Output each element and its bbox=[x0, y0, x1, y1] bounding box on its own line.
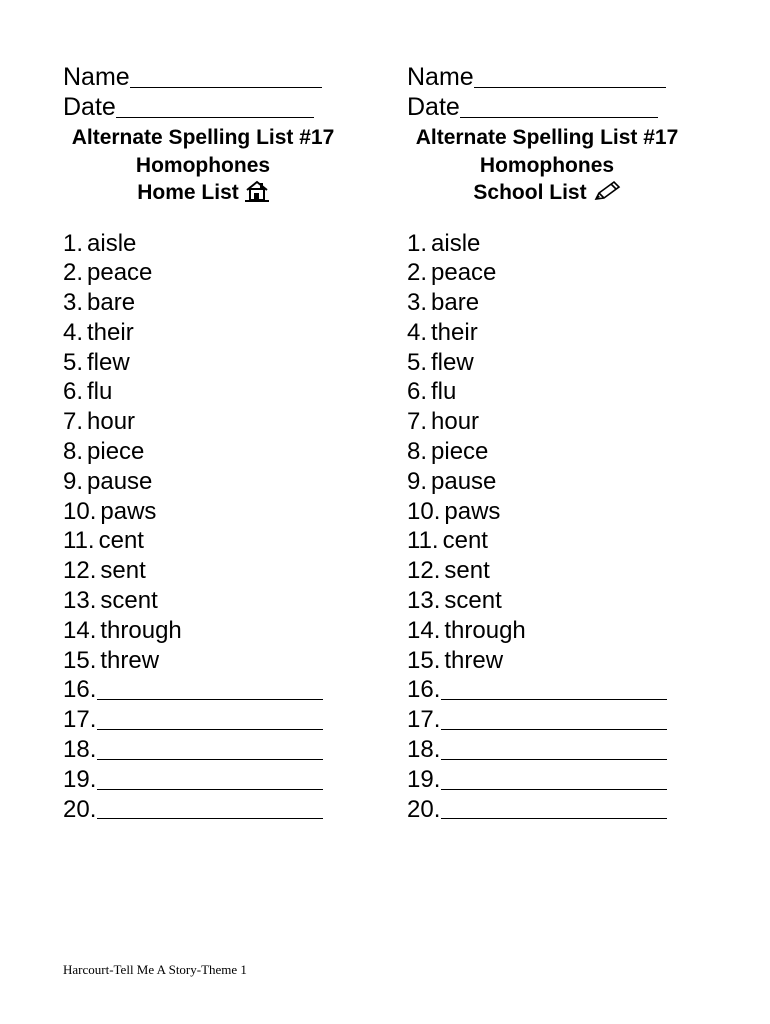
word-text: peace bbox=[87, 259, 153, 287]
word-number: 15. bbox=[63, 646, 97, 674]
word-item bbox=[63, 437, 363, 467]
blank-line[interactable] bbox=[97, 739, 323, 760]
word-number: 8. bbox=[407, 438, 428, 466]
word-item bbox=[407, 646, 707, 676]
word-item bbox=[63, 407, 363, 437]
word-number: 3. bbox=[63, 289, 84, 317]
blank-line[interactable] bbox=[441, 679, 667, 700]
list-type-label: School List bbox=[473, 181, 587, 204]
word-number: 2. bbox=[63, 259, 84, 287]
word-item bbox=[407, 318, 707, 348]
word-item bbox=[407, 229, 707, 259]
word-number: 4. bbox=[63, 318, 84, 346]
word-text: their bbox=[431, 318, 478, 346]
word-number: 4. bbox=[407, 318, 428, 346]
word-number: 10. bbox=[407, 497, 441, 525]
blank-number: 16. bbox=[63, 676, 97, 704]
word-number: 14. bbox=[63, 616, 97, 644]
blank-line[interactable] bbox=[441, 739, 667, 760]
name-line[interactable] bbox=[130, 65, 322, 88]
house-icon bbox=[245, 180, 269, 210]
blank-number: 19. bbox=[63, 765, 97, 793]
blank-number: 17. bbox=[407, 706, 441, 734]
word-number: 11. bbox=[63, 527, 95, 555]
word-number: 15. bbox=[407, 646, 441, 674]
word-item bbox=[407, 556, 707, 586]
word-item bbox=[63, 497, 363, 527]
date-line[interactable] bbox=[460, 95, 658, 118]
date-field[interactable] bbox=[63, 92, 363, 122]
word-number: 6. bbox=[407, 378, 428, 406]
list-type-label: Home List bbox=[137, 181, 239, 204]
blank-line[interactable] bbox=[97, 798, 323, 819]
word-number: 5. bbox=[63, 348, 84, 376]
word-item bbox=[407, 586, 707, 616]
word-item bbox=[63, 646, 363, 676]
list-subtitle: Homophones bbox=[135, 153, 271, 177]
word-list bbox=[407, 229, 707, 825]
blank-item[interactable] bbox=[407, 705, 707, 735]
word-text: paws bbox=[444, 497, 501, 525]
word-text: their bbox=[87, 318, 134, 346]
name-line[interactable] bbox=[474, 65, 666, 88]
home-list-column bbox=[63, 62, 363, 824]
blank-item[interactable] bbox=[63, 765, 363, 795]
word-text: sent bbox=[444, 557, 490, 585]
date-label: Date bbox=[63, 93, 116, 121]
word-item bbox=[63, 467, 363, 497]
word-text: flew bbox=[87, 348, 130, 376]
blank-item[interactable] bbox=[407, 795, 707, 825]
word-item bbox=[407, 467, 707, 497]
blank-line[interactable] bbox=[97, 709, 323, 730]
word-item bbox=[63, 616, 363, 646]
word-number: 1. bbox=[407, 229, 428, 257]
word-text: sent bbox=[100, 557, 146, 585]
word-text: pause bbox=[431, 467, 497, 495]
list-heading bbox=[397, 124, 697, 210]
word-item bbox=[63, 318, 363, 348]
blank-item[interactable] bbox=[63, 795, 363, 825]
word-text: scent bbox=[100, 587, 158, 615]
word-number: 2. bbox=[407, 259, 428, 287]
date-label: Date bbox=[407, 93, 460, 121]
word-text: threw bbox=[444, 646, 504, 674]
blank-line[interactable] bbox=[441, 798, 667, 819]
list-type bbox=[397, 179, 697, 210]
word-number: 9. bbox=[63, 467, 84, 495]
word-item bbox=[63, 288, 363, 318]
word-text: aisle bbox=[87, 229, 137, 257]
word-item bbox=[63, 229, 363, 259]
footer-credit: Harcourt-Tell Me A Story-Theme 1 bbox=[63, 962, 247, 977]
blank-number: 20. bbox=[407, 795, 441, 823]
word-text: piece bbox=[87, 438, 145, 466]
name-field[interactable] bbox=[407, 62, 707, 92]
word-text: flew bbox=[431, 348, 474, 376]
word-item bbox=[63, 526, 363, 556]
word-text: bare bbox=[87, 289, 136, 317]
word-item bbox=[407, 437, 707, 467]
blank-line[interactable] bbox=[97, 679, 323, 700]
blank-item[interactable] bbox=[63, 705, 363, 735]
word-item bbox=[63, 556, 363, 586]
word-item bbox=[63, 348, 363, 378]
word-item bbox=[407, 526, 707, 556]
word-text: bare bbox=[431, 289, 480, 317]
name-label: Name bbox=[63, 63, 130, 91]
word-text: hour bbox=[431, 408, 480, 436]
word-number: 7. bbox=[407, 408, 428, 436]
list-heading bbox=[53, 124, 353, 210]
word-item bbox=[407, 497, 707, 527]
list-type bbox=[53, 179, 353, 210]
word-text: peace bbox=[431, 259, 497, 287]
blank-item[interactable] bbox=[407, 735, 707, 765]
word-number: 10. bbox=[63, 497, 97, 525]
word-number: 11. bbox=[407, 527, 439, 555]
blank-item[interactable] bbox=[63, 735, 363, 765]
word-number: 12. bbox=[407, 557, 441, 585]
word-number: 14. bbox=[407, 616, 441, 644]
blank-line[interactable] bbox=[97, 769, 323, 790]
word-text: through bbox=[100, 616, 182, 644]
blank-number: 18. bbox=[407, 736, 441, 764]
word-number: 13. bbox=[407, 587, 441, 615]
word-item bbox=[407, 288, 707, 318]
word-text: paws bbox=[100, 497, 157, 525]
blank-item[interactable] bbox=[407, 675, 707, 705]
word-text: cent bbox=[98, 527, 144, 555]
word-item bbox=[63, 377, 363, 407]
school-list-column bbox=[407, 62, 707, 824]
blank-line[interactable] bbox=[441, 769, 667, 790]
word-list bbox=[63, 229, 363, 825]
date-line[interactable] bbox=[116, 95, 314, 118]
blank-line[interactable] bbox=[441, 709, 667, 730]
word-item bbox=[407, 348, 707, 378]
list-subtitle: Homophones bbox=[479, 153, 615, 177]
word-number: 8. bbox=[63, 438, 84, 466]
word-number: 5. bbox=[407, 348, 428, 376]
word-number: 9. bbox=[407, 467, 428, 495]
word-text: threw bbox=[100, 646, 160, 674]
blank-item[interactable] bbox=[407, 765, 707, 795]
blank-number: 20. bbox=[63, 795, 97, 823]
word-number: 12. bbox=[63, 557, 97, 585]
list-title: Alternate Spelling List #17 bbox=[415, 126, 679, 149]
word-text: scent bbox=[444, 587, 502, 615]
word-number: 7. bbox=[63, 408, 84, 436]
blank-number: 19. bbox=[407, 765, 441, 793]
word-text: through bbox=[444, 616, 526, 644]
pencil-icon bbox=[593, 180, 621, 210]
blank-number: 17. bbox=[63, 706, 97, 734]
blank-number: 16. bbox=[407, 676, 441, 704]
word-item bbox=[63, 258, 363, 288]
word-text: cent bbox=[442, 527, 488, 555]
name-field[interactable] bbox=[63, 62, 363, 92]
word-item bbox=[407, 258, 707, 288]
word-text: flu bbox=[431, 378, 457, 406]
word-text: pause bbox=[87, 467, 153, 495]
list-title: Alternate Spelling List #17 bbox=[71, 126, 335, 149]
blank-item[interactable] bbox=[63, 675, 363, 705]
word-item bbox=[407, 407, 707, 437]
word-text: aisle bbox=[431, 229, 481, 257]
word-item bbox=[407, 616, 707, 646]
word-number: 6. bbox=[63, 378, 84, 406]
word-item bbox=[407, 377, 707, 407]
word-item bbox=[63, 586, 363, 616]
word-number: 1. bbox=[63, 229, 84, 257]
blank-number: 18. bbox=[63, 736, 97, 764]
word-number: 13. bbox=[63, 587, 97, 615]
word-number: 3. bbox=[407, 289, 428, 317]
word-text: flu bbox=[87, 378, 113, 406]
name-label: Name bbox=[407, 63, 474, 91]
date-field[interactable] bbox=[407, 92, 707, 122]
word-text: hour bbox=[87, 408, 136, 436]
word-text: piece bbox=[431, 438, 489, 466]
